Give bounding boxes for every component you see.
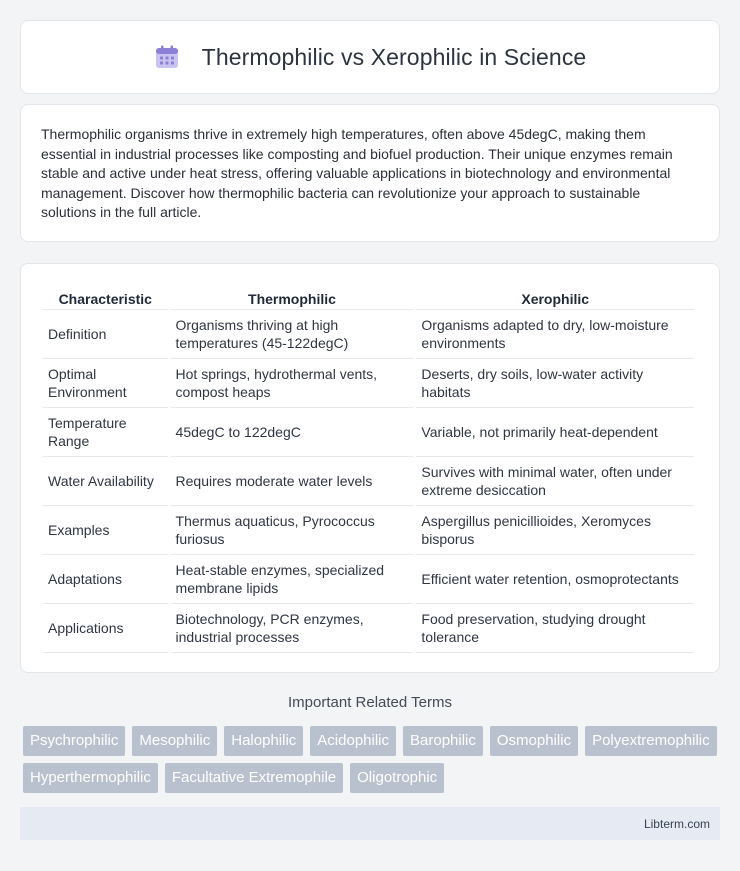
row-characteristic: Adaptations bbox=[43, 555, 168, 604]
table-row bbox=[43, 359, 694, 408]
row-xerophilic-value: Organisms adapted to dry, low-moisture environments bbox=[416, 310, 694, 359]
row-xerophilic-value: Survives with minimal water, often under extreme desiccation bbox=[416, 457, 694, 506]
row-xerophilic-value: Efficient water retention, osmoprotectants bbox=[416, 555, 694, 604]
column-header-characteristic: Characteristic bbox=[43, 284, 168, 310]
table-row bbox=[43, 310, 694, 359]
related-terms-list bbox=[23, 726, 723, 793]
row-thermophilic-value: Biotechnology, PCR enzymes, industrial processes bbox=[171, 604, 414, 653]
related-term-tag[interactable]: Acidophilic bbox=[310, 726, 396, 756]
footer bbox=[20, 807, 720, 840]
intro-paragraph: Thermophilic organisms thrive in extremely high temperatures, often above 45degC, making them essential in industrial processes like composting and biofuel production. Their unique enzymes remain stable and active under heat stress, offering valuable applications in biotechnology and environmental management. Discover how thermophilic bacteria can revolutionize your approach to sustainable solutions in the full article. bbox=[41, 126, 673, 221]
related-term-tag[interactable]: Psychrophilic bbox=[23, 726, 125, 756]
row-thermophilic-value: Organisms thriving at high temperatures (45-122degC) bbox=[171, 310, 414, 359]
row-characteristic: Definition bbox=[43, 310, 168, 359]
table-row bbox=[43, 457, 694, 506]
table-row bbox=[43, 408, 694, 457]
calendar-icon bbox=[154, 44, 180, 70]
row-thermophilic-value: 45degC to 122degC bbox=[171, 408, 414, 457]
table-row bbox=[43, 555, 694, 604]
column-header-xerophilic: Xerophilic bbox=[416, 284, 694, 310]
row-thermophilic-value: Requires moderate water levels bbox=[171, 457, 414, 506]
related-term-tag[interactable]: Polyextremophilic bbox=[585, 726, 717, 756]
related-term-tag[interactable]: Facultative Extremophile bbox=[165, 763, 343, 793]
table-row bbox=[43, 604, 694, 653]
related-term-tag[interactable]: Barophilic bbox=[403, 726, 483, 756]
title-wrap bbox=[154, 44, 587, 71]
page-title: Thermophilic vs Xerophilic in Science bbox=[201, 43, 587, 70]
table-header-row bbox=[43, 284, 694, 310]
row-thermophilic-value: Thermus aquaticus, Pyrococcus furiosus bbox=[171, 506, 414, 555]
row-characteristic: Temperature Range bbox=[43, 408, 168, 457]
related-term-tag[interactable]: Hyperthermophilic bbox=[23, 763, 158, 793]
related-term-tag[interactable]: Halophilic bbox=[224, 726, 303, 756]
header-card bbox=[20, 20, 720, 94]
row-xerophilic-value: Aspergillus penicillioides, Xeromyces bisporus bbox=[416, 506, 694, 555]
row-xerophilic-value: Variable, not primarily heat-dependent bbox=[416, 408, 694, 457]
row-thermophilic-value: Heat-stable enzymes, specialized membrane lipids bbox=[171, 555, 414, 604]
row-xerophilic-value: Food preservation, studying drought tolerance bbox=[416, 604, 694, 653]
row-characteristic: Optimal Environment bbox=[43, 359, 168, 408]
comparison-table-card bbox=[20, 263, 720, 673]
related-term-tag[interactable]: Mesophilic bbox=[132, 726, 217, 756]
row-xerophilic-value: Deserts, dry soils, low-water activity habitats bbox=[416, 359, 694, 408]
column-header-thermophilic: Thermophilic bbox=[171, 284, 414, 310]
row-characteristic: Examples bbox=[43, 506, 168, 555]
row-characteristic: Applications bbox=[43, 604, 168, 653]
row-characteristic: Water Availability bbox=[43, 457, 168, 506]
row-thermophilic-value: Hot springs, hydrothermal vents, compost heaps bbox=[171, 359, 414, 408]
comparison-table bbox=[40, 284, 697, 653]
related-term-tag[interactable]: Osmophilic bbox=[490, 726, 578, 756]
related-term-tag[interactable]: Oligotrophic bbox=[350, 763, 444, 793]
intro-card bbox=[20, 104, 720, 242]
table-row bbox=[43, 506, 694, 555]
footer-site-link[interactable]: Libterm.com bbox=[643, 816, 710, 831]
related-terms-heading: Important Related Terms bbox=[288, 694, 452, 711]
